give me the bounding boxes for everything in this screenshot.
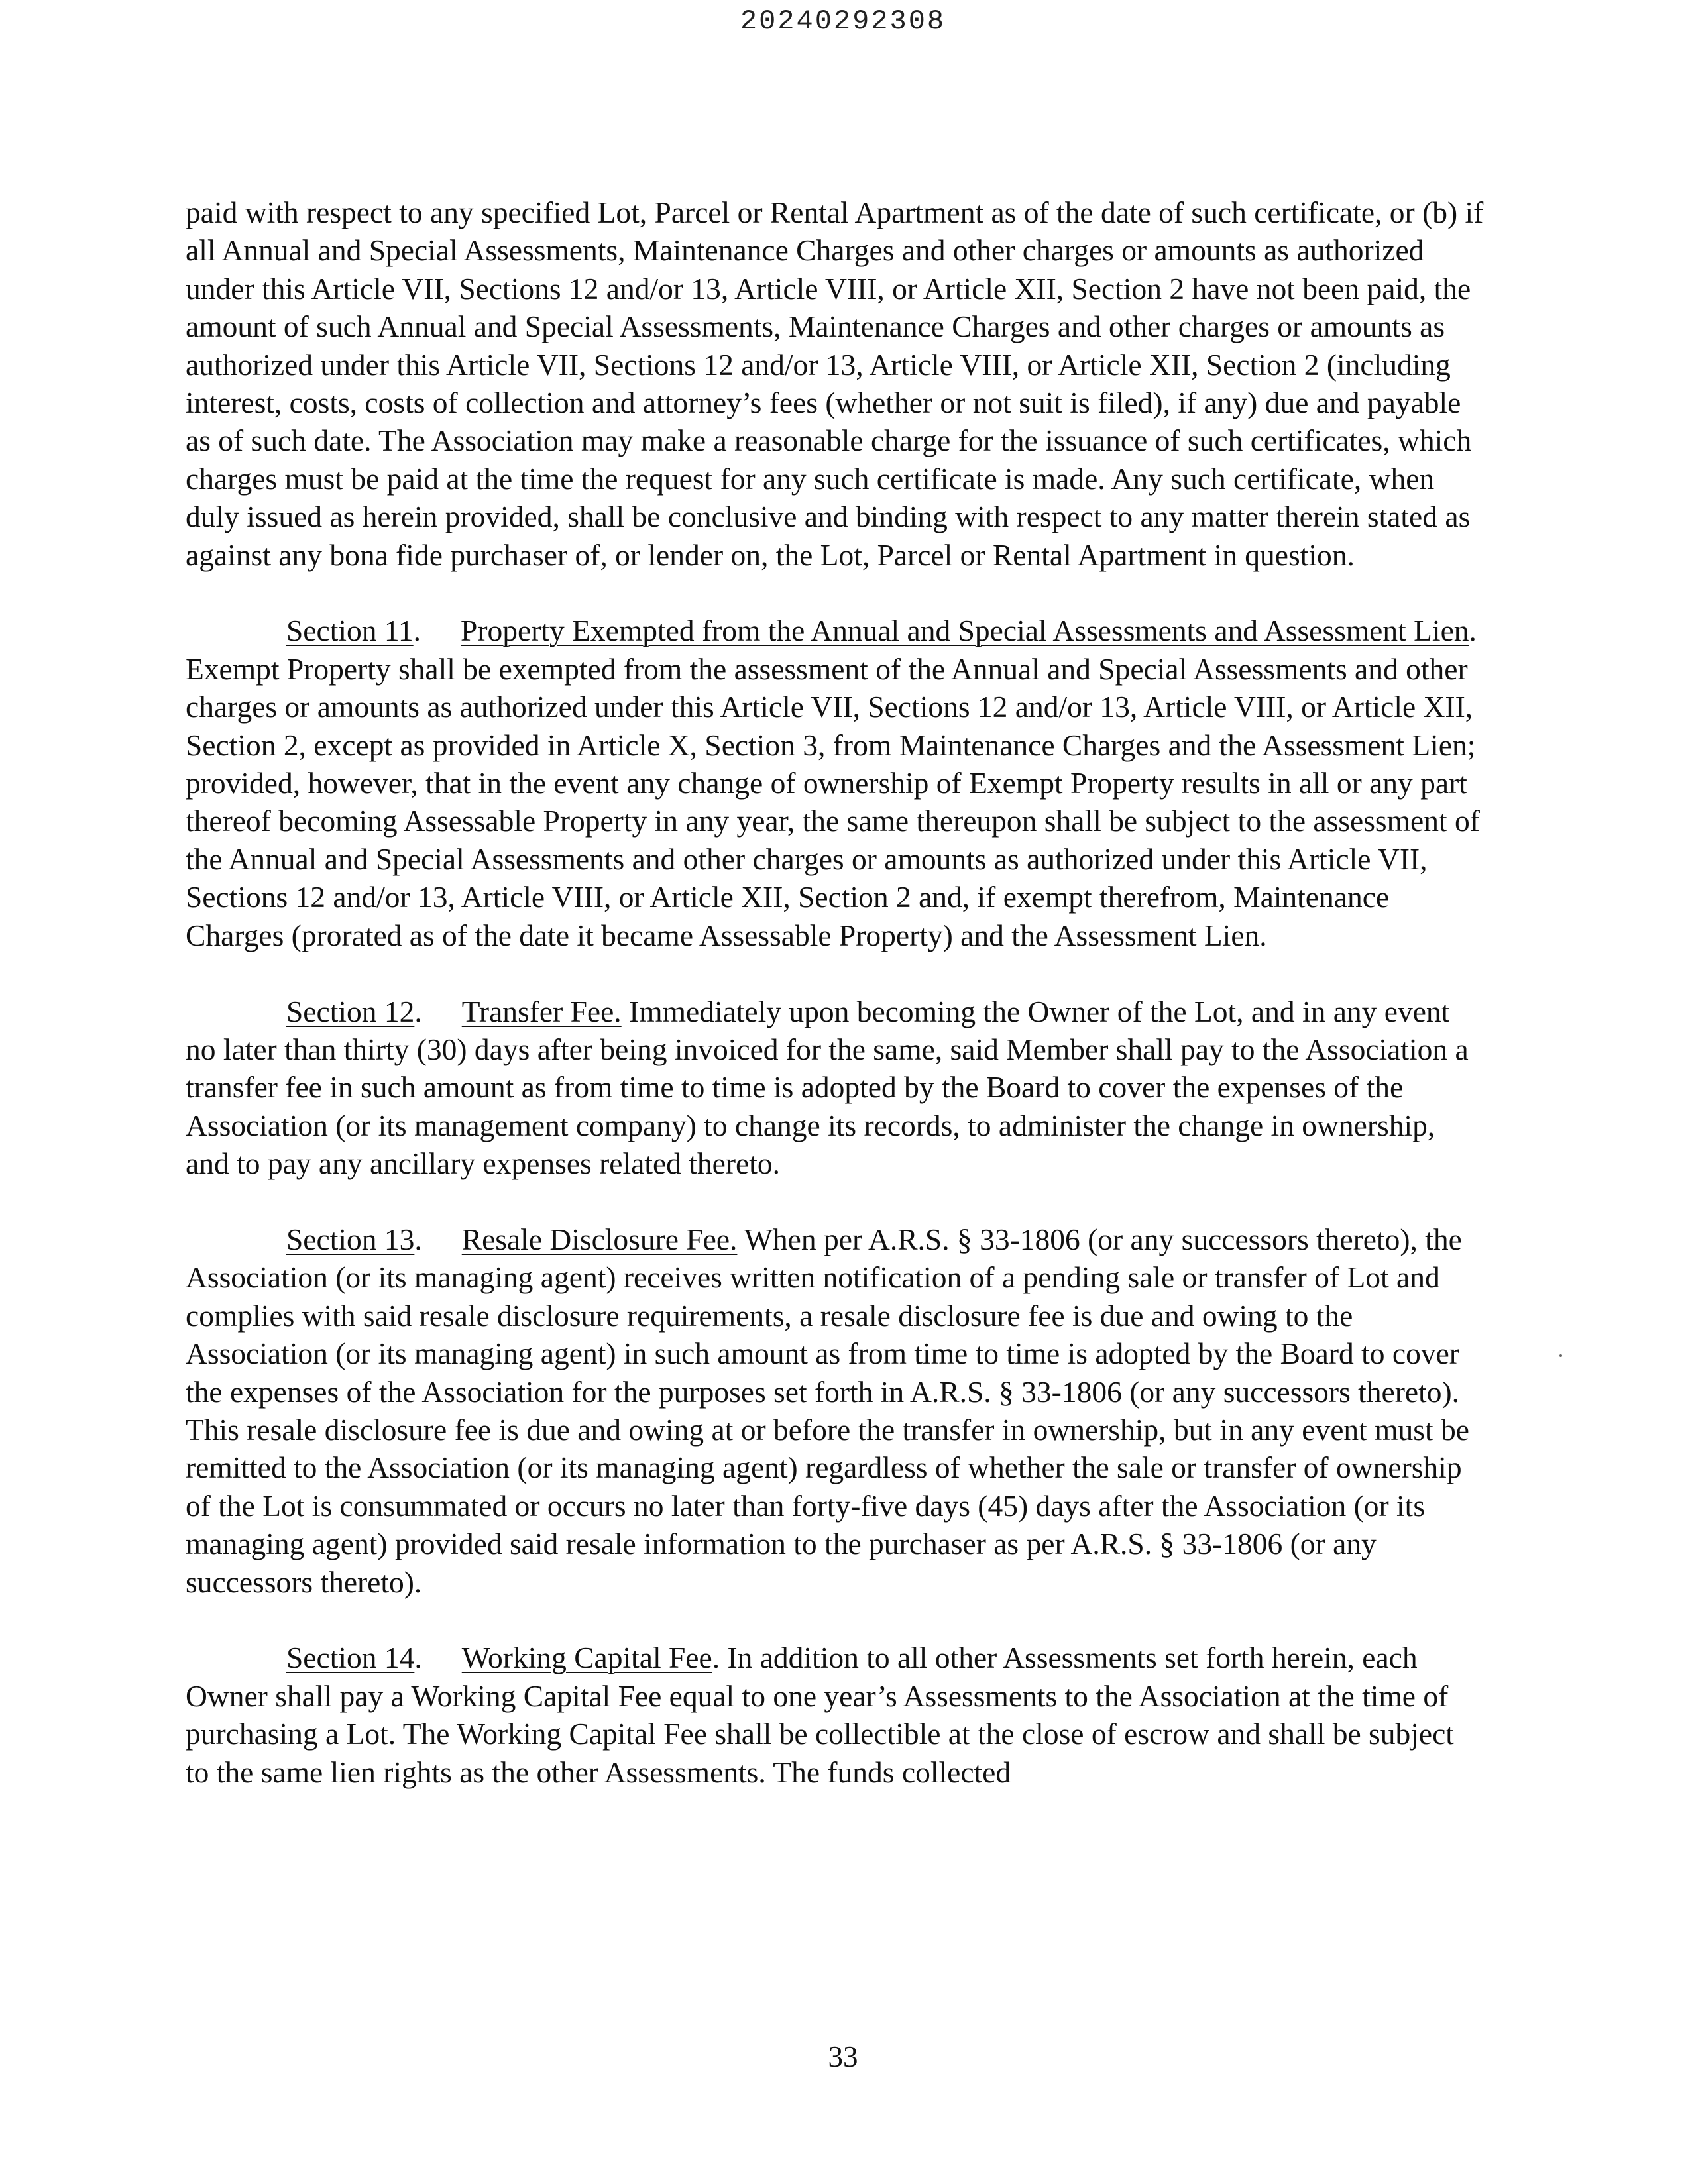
section-14-body: In addition to all other Assessments set forth herein, each Owner shall pay a Working Capital Fee equal to one year’s Assessments to the Association at the time of purchasing a Lot. The Working Capital Fee shall be collectible at the close of escrow and shall be subject to the same lien rights as the other Assessments. The funds collected: [186, 1641, 1454, 1789]
section-13-body: When per A.R.S. § 33-1806 (or any successors thereto), the Association (or its managing agent) receives written notification of a pending sale or transfer of Lot and complies with said resale disclosure requirements, a resale disclosure fee is due and owing to the Association (or its managing agent) in such amount as from time to time is adopted by the Board to cover the expenses of the Association for the purposes set forth in A.R.S. § 33-1806 (or any successors thereto). This resale disclosure fee is due and owing at or before the transfer in ownership, but in any event must be remitted to the Association (or its managing agent) regardless of whether the sale or transfer of ownership of the Lot is consummated or occurs no later than forty-five days (45) days after the Association (or its managing agent) provided said resale information to the purchaser as per A.R.S. § 33-1806 (or any successors thereto).: [186, 1222, 1469, 1599]
section-12-heading: Transfer Fee.: [461, 994, 622, 1028]
section-13: [186, 1221, 1485, 1601]
section-11-label-punct: .: [413, 614, 422, 648]
section-14-label: Section 14: [286, 1641, 415, 1675]
section-11-label: Section 11: [286, 614, 414, 648]
scan-speck: [1559, 1354, 1562, 1357]
section-14-label-punct: .: [414, 1641, 422, 1675]
section-12-label-punct: .: [414, 994, 422, 1028]
page-number: 33: [828, 2040, 858, 2073]
document-number: 20240292308: [740, 5, 946, 37]
section-11: [186, 612, 1485, 954]
section-13-label: Section 13: [286, 1222, 415, 1256]
document-body: [186, 193, 1485, 1829]
section-14-heading: Working Capital Fee: [461, 1641, 712, 1675]
paragraph-continued: paid with respect to any specified Lot, Parcel or Rental Apartment as of the date of such certificate, or (b) if all Annual and Special Assessments, Maintenance Charges and other charges or amounts as authorized under this Article VII, Sections 12 and/or 13, Article VIII, or Article XII, Section 2 have not been paid, the amount of such Annual and Special Assessments, Maintenance Charges and other charges or amounts as authorized under this Article VII, Sections 12 and/or 13, Article VIII, or Article XII, Section 2 (including interest, costs, costs of collection and attorney’s fees (whether or not suit is filed), if any) due and payable as of such date. The Association may make a reasonable charge for the issuance of such certificates, which charges must be paid at the time the request for any such certificate is made. Any such certificate, when duly issued as herein provided, shall be conclusive and binding with respect to any matter therein stated as against any bona fide purchaser of, or lender on, the Lot, Parcel or Rental Apartment in question.: [186, 195, 1484, 572]
section-14-heading-punct: .: [712, 1641, 720, 1675]
section-11-body: Exempt Property shall be exempted from the assessment of the Annual and Special Assessments and other charges or amounts as authorized under this Article VII, Sections 12 and/or 13, Article VIII, or Article XII, Section 2, except as provided in Article X, Section 3, from Maintenance Charges and the Assessment Lien; provided, however, that in the event any change of ownership of Exempt Property results in all or any part thereof becoming Assessable Property in any year, the same thereupon shall be subject to the assessment of the Annual and Special Assessments and other charges or amounts as authorized under this Article VII, Sections 12 and/or 13, Article VIII, or Article XII, Section 2 and, if exempt therefrom, Maintenance Charges (prorated as of the date it became Assessable Property) and the Assessment Lien.: [186, 651, 1480, 952]
section-14: [186, 1639, 1485, 1791]
section-11-heading-punct: .: [1469, 614, 1477, 648]
section-13-label-punct: .: [414, 1222, 422, 1256]
section-12-label: Section 12: [286, 994, 415, 1028]
section-12-body: Immediately upon becoming the Owner of the Lot, and in any event no later than thirty (30) days after being invoiced for the same, said Member shall pay to the Association a transfer fee in such amount as from time to time is adopted by the Board to cover the expenses of the Association (or its management company) to change its records, to administer the change in ownership, and to pay any ancillary expenses related thereto.: [186, 994, 1469, 1181]
section-12: [186, 993, 1485, 1183]
section-13-heading: Resale Disclosure Fee.: [461, 1222, 738, 1256]
section-11-heading: Property Exempted from the Annual and Special Assessments and Assessment Lien: [461, 614, 1469, 648]
